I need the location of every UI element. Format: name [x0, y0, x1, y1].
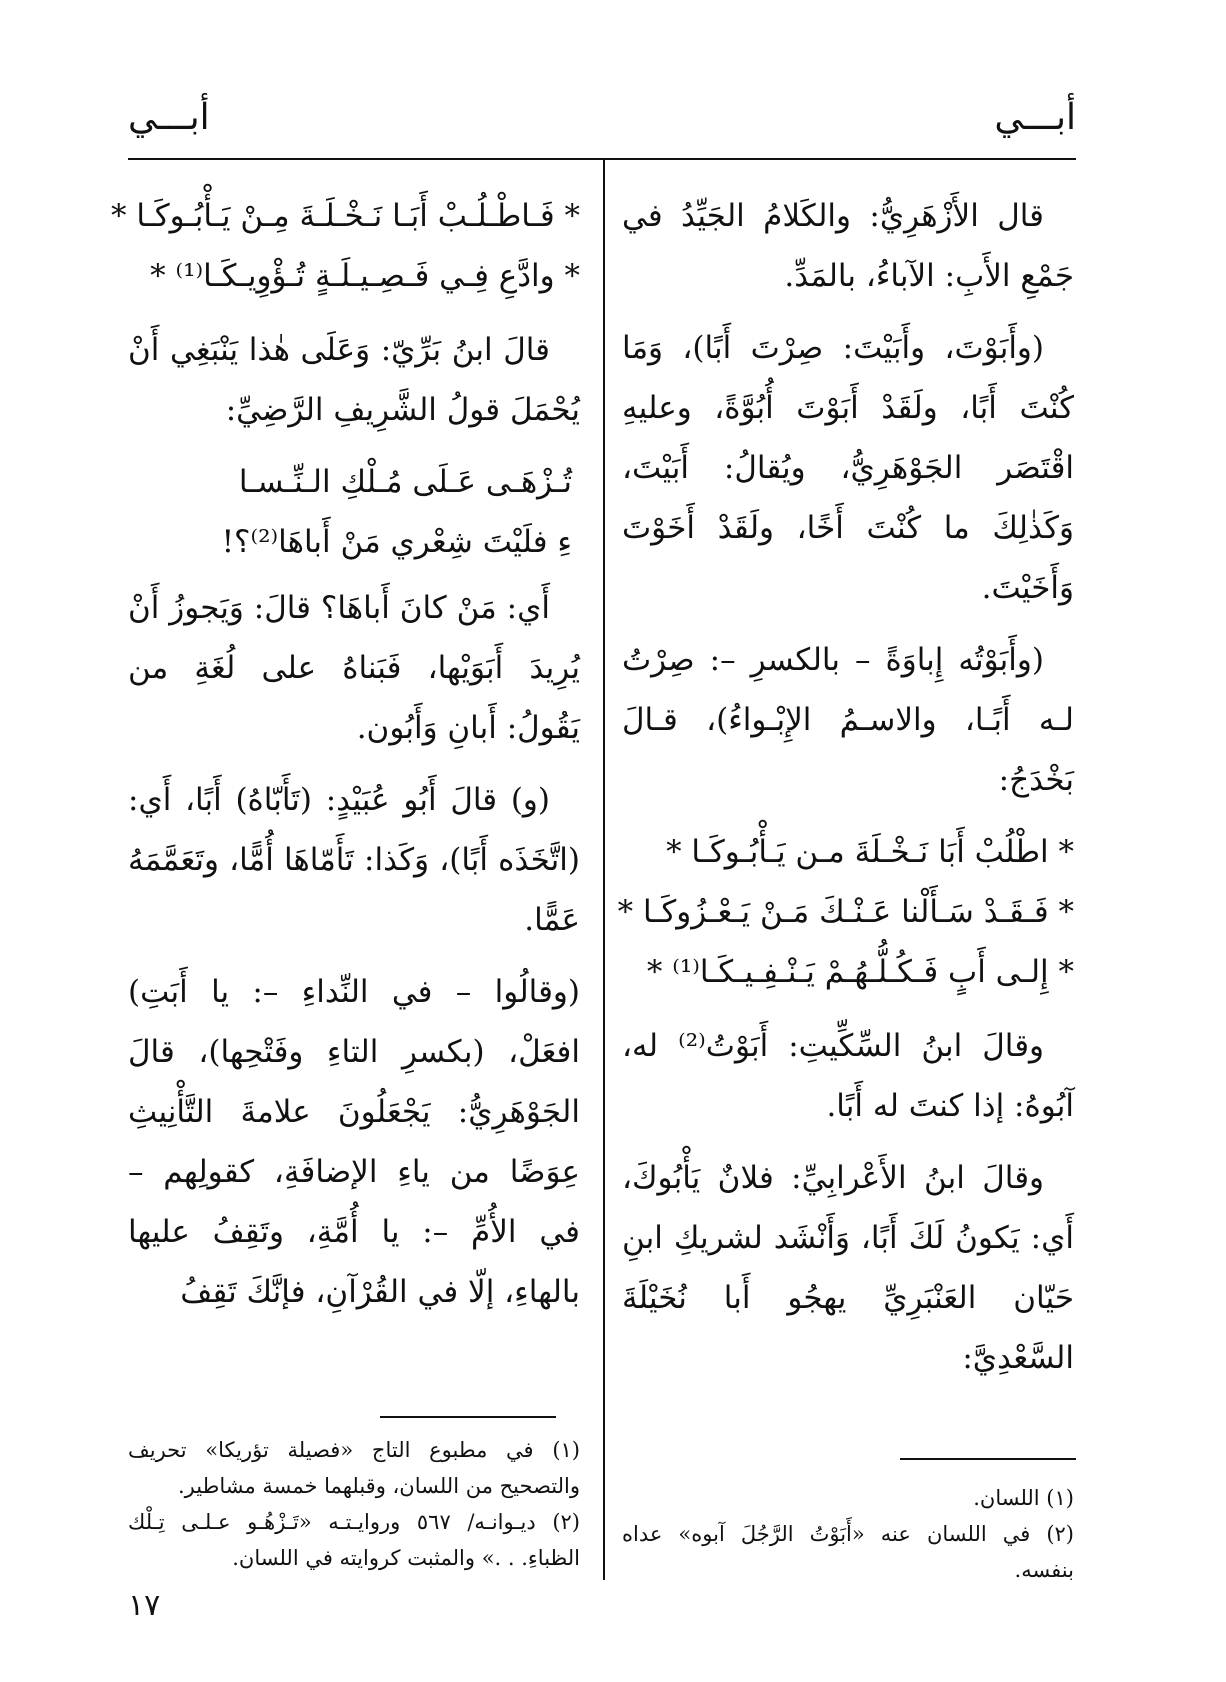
header-rule: [128, 158, 1076, 160]
running-header-right: أبـــي: [994, 97, 1076, 138]
right-paragraph-4: وقالَ ابنُ السِّكِّيتِ: أَبَوْتُ⁽²⁾ له، آبُوهُ: إذا كنتَ له أَبًا.: [622, 1028, 1074, 1124]
right-verse-2: * فَـقَـدْ سَـأَلْنا عَـنْـكَ مَـنْ يَـعْـزُوكَـا *: [617, 894, 1074, 930]
right-paragraph-3: (وأَبَوْتُه إِباوَةً – بالكسرِ –: صِرْتُ لـه أَبًـا، والاسـمُ الإِبْـواءُ)، قـالَ بَخْدَجُ:: [622, 642, 1074, 798]
right-column: [617, 186, 1074, 1400]
page-number: ١٧: [128, 1588, 161, 1623]
left-paragraph-4: (وقالُوا – في النِّداءِ –: يا أَبَتِ) افعَلْ، (بكسرِ التاءِ وفَتْحِها)، قالَ الجَوْهَرِيُّ: يَجْعَلُونَ علامةَ التَّأْنِيثِ عِوَضًا من ياءِ الإضافَةِ، كقولِهم – في الأُمِّ –: يا أُمَّةِ، وتَقِفُ عليها بالهاءِ، إلّا في القُرْآنِ، فإنَّكَ تَقِفُ: [128, 974, 580, 1310]
left-verse-2: * وادَّعِ فِـي فَـصِـيـلَـةٍ تُـؤْوِيـكَـا⁽¹⁾ *: [150, 258, 580, 294]
footnote-rule-right: [900, 1458, 1076, 1460]
poem-hemistich-1: تُـزْهَـى عَـلَى مُـلْكِ الـنِّـسـا: [238, 464, 572, 500]
column-divider: [603, 160, 605, 1580]
footnote-right-2: (٢) في اللسان عنه «أَبَوْتُ الرَّجُلَ آبوه» عداه بنفسه.: [622, 1522, 1074, 1582]
right-verse-block: [617, 822, 1074, 1002]
right-paragraph-5: وقالَ ابنُ الأَعْرابِيِّ: فلانٌ يَأْبُوكَ، أَي: يَكونُ لَكَ أَبًا، وَأَنْشَد لشريكِ ابنِ حَيّان العَنْبَرِيِّ يهجُو أَبا نُخَيْلَةَ السَّعْدِيَّ:: [622, 1160, 1074, 1376]
left-column: [111, 186, 580, 1334]
footnotes-left: [128, 1432, 580, 1576]
poem-hemistich-2: ءِ فلَيْتَ شِعْري مَنْ أَباهَا⁽²⁾؟!: [221, 524, 572, 560]
footnote-left-2: (٢) ديـوانـه/ ٥٦٧ وروايـتـه «تَـزْهُـو عـلـى تِـلْك الظباءِ. . .» والمثبت كروايته في اللسان.: [128, 1510, 580, 1570]
left-paragraph-1: قالَ ابنُ بَرِّيّ: وَعَلَى هٰذا يَنْبَغِي أَنْ يُحْمَلَ قولُ الشَّرِيفِ الرَّضِيِّ:: [128, 332, 580, 428]
footnote-rule-left: [380, 1416, 556, 1418]
right-paragraph-1: قال الأَزْهَرِيُّ: والكَلامُ الجَيِّدُ في جَمْعِ الأَبِ: الآباءُ، بالمَدِّ.: [622, 198, 1074, 294]
footnote-right-1: (١) اللسان.: [973, 1486, 1074, 1510]
right-verse-1: * اطْلُبْ أَبَا نَـخْـلَةَ مـن يَـأْبُـوكَـا *: [666, 834, 1074, 870]
running-header-left: أبـــي: [128, 97, 210, 138]
right-verse-3: * إِلـى أَبٍ فَـكُـلُّـهُـمْ يَـنْـفِـيـكَـا⁽¹⁾ *: [646, 954, 1074, 990]
footnote-left-1: (١) في مطبوع التاج «فصيلة تؤريكا» تحريف والتصحيح من اللسان، وقبلهما خمسة مشاطير.: [128, 1438, 580, 1498]
left-paragraph-2: أَي: مَنْ كانَ أَباهَا؟ قالَ: وَيَجوزُ أَنْ يُرِيدَ أَبَوَيْها، فَبَناهُ على لُغَةِ من يَقُولُ: أَبانِ وَأَبُون.: [128, 590, 580, 746]
left-verse-block: [111, 186, 580, 306]
left-verse-1: * فَـاطْـلُـبْ أَبَـا نَـخْـلَـةَ مِـنْ يَـأْبُـوكَـا *: [111, 198, 580, 234]
footnotes-right: [622, 1480, 1074, 1588]
right-paragraph-2: (وأَبَوْتَ، وأَبَيْتَ: صِرْتَ أَبًا)، وَمَا كُنْتَ أَبًا، ولَقَدْ أَبَوْتَ أُبُوَّةً، وعليهِ اقْتَصَر الجَوْهَرِيُّ، ويُقالُ: أَبَيْتَ، وَكَذٰلِكَ ما كُنْتَ أَخًا، ولَقَدْ أَخَوْتَ وَأَخَيْتَ.: [622, 330, 1074, 606]
left-paragraph-3: (و) قالَ أَبُو عُبَيْدٍ: (تَأَبّاهُ) أَبًا، أَي: (اتَّخَذَه أَبًا)، وَكَذا: تَأَمّاهَا أُمًّا، وتَعَمَّمَهُ عَمًّا.: [128, 782, 580, 938]
